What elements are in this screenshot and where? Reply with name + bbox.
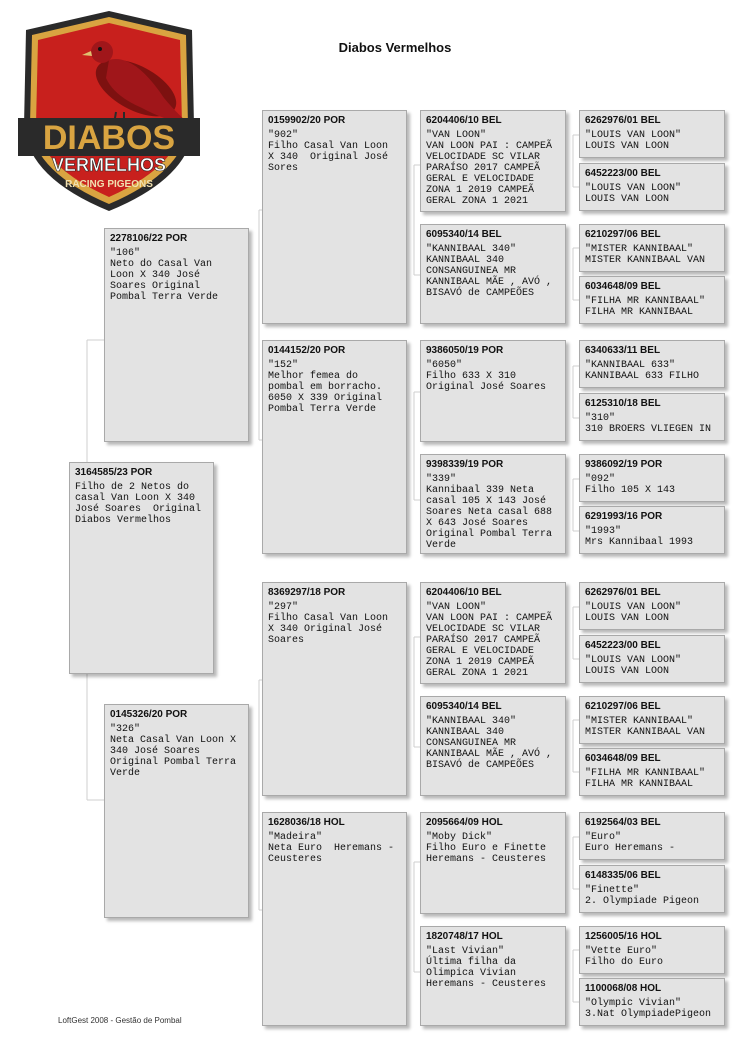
bird-name: "Vette Euro" xyxy=(585,946,658,957)
bird-name: "VAN LOON" xyxy=(426,602,487,613)
ring-number: 0144152/20 POR xyxy=(268,345,346,356)
sire-dam-card[interactable] xyxy=(262,340,407,554)
bird-description: Neto do Casal Van Loon X 340 José Soares Original Pombal Terra Verde xyxy=(110,259,219,303)
gen4-card-8[interactable] xyxy=(420,926,566,1026)
bird-description: Filho de 2 Netos do casal Van Loon X 340 José Soares Original Diabos Vermelhos xyxy=(75,482,202,526)
gen4-card-3[interactable] xyxy=(420,340,566,442)
dam-card[interactable] xyxy=(104,704,249,918)
gen4-card-6[interactable] xyxy=(420,696,566,796)
bird-name: "Finette" xyxy=(585,885,640,896)
bird-name: "Euro" xyxy=(585,832,622,843)
gen5-card-7[interactable] xyxy=(579,454,725,502)
bird-description: FILHA MR KANNIBAAL xyxy=(585,307,694,318)
page-title: Diabos Vermelhos xyxy=(338,40,452,55)
bird-name: "KANNIBAAL 633" xyxy=(585,360,676,371)
bird-description: Neta Casal Van Loon X 340 José Soares Original Pombal Terra Verde xyxy=(110,735,237,779)
bird-description: Mrs Kannibaal 1993 xyxy=(585,537,694,548)
gen4-card-5[interactable] xyxy=(420,582,566,684)
bird-name: "1993" xyxy=(585,526,622,537)
ring-number: 6204406/10 BEL xyxy=(426,587,502,598)
ring-number: 6095340/14 BEL xyxy=(426,701,502,712)
gen5-card-15[interactable] xyxy=(579,926,725,974)
sire-card[interactable] xyxy=(104,228,249,442)
svg-text:DIABOS: DIABOS xyxy=(42,119,176,157)
bird-description: Filho Casal Van Loon X 340 Original José Soares xyxy=(268,613,389,646)
ring-number: 6210297/06 BEL xyxy=(585,229,661,240)
bird-name: "6050" xyxy=(426,360,463,371)
gen4-card-4[interactable] xyxy=(420,454,566,554)
bird-description: LOUIS VAN LOON xyxy=(585,141,670,152)
bird-description: KANNIBAAL 633 FILHO xyxy=(585,371,700,382)
subject-card[interactable] xyxy=(69,462,214,674)
footer-credit: LoftGest 2008 - Gestão de Pombal xyxy=(58,1016,182,1025)
ring-number: 6452223/00 BEL xyxy=(585,168,661,179)
ring-number: 3164585/23 POR xyxy=(75,467,153,478)
bird-description: VAN LOON PAI : CAMPEÃ VELOCIDADE SC VILAR PARAÍSO 2017 CAMPEÃ GERAL E VELOCIDADE ZONA 1 2019 CAMPEÃ GERAL ZONA 1 2021 xyxy=(426,613,553,679)
bird-name: "326" xyxy=(110,724,141,735)
ring-number: 0159902/20 POR xyxy=(268,115,346,126)
club-logo xyxy=(14,8,204,214)
ring-number: 6340633/11 BEL xyxy=(585,345,661,356)
gen5-card-10[interactable] xyxy=(579,635,725,683)
bird-description: Melhor femea do pombal em borracho. 6050 X 339 Original Pombal Terra Verde xyxy=(268,371,383,415)
bird-description: Filho 105 X 143 xyxy=(585,485,676,496)
bird-name: "MISTER KANNIBAAL" xyxy=(585,244,694,255)
ring-number: 6452223/00 BEL xyxy=(585,640,661,651)
gen5-card-8[interactable] xyxy=(579,506,725,554)
gen4-card-2[interactable] xyxy=(420,224,566,324)
ring-number: 6204406/10 BEL xyxy=(426,115,502,126)
bird-description: Filho Casal Van Loon X 340 Original José Sores xyxy=(268,141,389,174)
gen5-card-4[interactable] xyxy=(579,276,725,324)
bird-name: "106" xyxy=(110,248,141,259)
bird-description: Filho Euro e Finette Heremans - Ceusteres xyxy=(426,843,547,865)
bird-description: LOUIS VAN LOON xyxy=(585,194,670,205)
bird-description: MISTER KANNIBAAL VAN xyxy=(585,727,706,738)
gen4-card-1[interactable] xyxy=(420,110,566,212)
bird-name: "Olympic Vivian" xyxy=(585,998,682,1009)
bird-name: "FILHA MR KANNIBAAL" xyxy=(585,296,706,307)
bird-name: "VAN LOON" xyxy=(426,130,487,141)
ring-number: 9386092/19 POR xyxy=(585,459,663,470)
bird-name: "Moby Dick" xyxy=(426,832,493,843)
gen5-card-1[interactable] xyxy=(579,110,725,158)
bird-description: Filho 633 X 310 Original José Soares xyxy=(426,371,547,393)
svg-text:RACING PIGEONS: RACING PIGEONS xyxy=(65,179,153,190)
ring-number: 8369297/18 POR xyxy=(268,587,346,598)
bird-name: "Madeira" xyxy=(268,832,323,843)
ring-number: 6125310/18 BEL xyxy=(585,398,661,409)
bird-name: "310" xyxy=(585,413,616,424)
bird-description: LOUIS VAN LOON xyxy=(585,613,670,624)
bird-description: KANNIBAAL 340 CONSANGUINEA MR KANNIBAAL MÃE , AVÓ , BISAVÓ de CAMPEÕES xyxy=(426,255,553,299)
bird-description: Kannibaal 339 Neta casal 105 X 143 José Soares Neta casal 688 X 643 José Soares Original Pombal Terra Verde xyxy=(426,485,553,551)
ring-number: 6148335/06 BEL xyxy=(585,870,661,881)
gen4-card-7[interactable] xyxy=(420,812,566,914)
bird-name: "KANNIBAAL 340" xyxy=(426,716,517,727)
bird-name: "297" xyxy=(268,602,299,613)
bird-name: "339" xyxy=(426,474,457,485)
ring-number: 6192564/03 BEL xyxy=(585,817,661,828)
bird-description: Filho do Euro xyxy=(585,957,664,968)
bird-name: "092" xyxy=(585,474,616,485)
gen5-card-16[interactable] xyxy=(579,978,725,1026)
bird-description: 2. Olympiade Pigeon xyxy=(585,896,700,907)
bird-description: VAN LOON PAI : CAMPEÃ VELOCIDADE SC VILAR PARAÍSO 2017 CAMPEÃ GERAL E VELOCIDADE ZONA 1 2019 CAMPEÃ GERAL ZONA 1 2021 xyxy=(426,141,553,207)
ring-number: 1820748/17 HOL xyxy=(426,931,503,942)
ring-number: 6262976/01 BEL xyxy=(585,587,661,598)
ring-number: 6034648/09 BEL xyxy=(585,753,661,764)
bird-description: KANNIBAAL 340 CONSANGUINEA MR KANNIBAAL MÃE , AVÓ , BISAVÓ de CAMPEÕES xyxy=(426,727,553,771)
bird-name: "KANNIBAAL 340" xyxy=(426,244,517,255)
ring-number: 6034648/09 BEL xyxy=(585,281,661,292)
bird-name: "LOUIS VAN LOON" xyxy=(585,655,682,666)
gen5-card-11[interactable] xyxy=(579,696,725,744)
ring-number: 2278106/22 POR xyxy=(110,233,188,244)
ring-number: 1256005/16 HOL xyxy=(585,931,662,942)
bird-description: LOUIS VAN LOON xyxy=(585,666,670,677)
gen5-card-2[interactable] xyxy=(579,163,725,211)
bird-description: Euro Heremans - xyxy=(585,843,676,854)
bird-name: "902" xyxy=(268,130,299,141)
ring-number: 9386050/19 POR xyxy=(426,345,504,356)
bird-name: "MISTER KANNIBAAL" xyxy=(585,716,694,727)
gen5-card-14[interactable] xyxy=(579,865,725,913)
ring-number: 6291993/16 POR xyxy=(585,511,663,522)
gen5-card-9[interactable] xyxy=(579,582,725,630)
dam-sire-card[interactable] xyxy=(262,582,407,796)
gen5-card-6[interactable] xyxy=(579,393,725,441)
sire-sire-card[interactable] xyxy=(262,110,407,324)
ring-number: 6210297/06 BEL xyxy=(585,701,661,712)
ring-number: 1100068/08 HOL xyxy=(585,983,662,994)
bird-name: "Last Vivian" xyxy=(426,946,505,957)
ring-number: 1628036/18 HOL xyxy=(268,817,345,828)
ring-number: 9398339/19 POR xyxy=(426,459,504,470)
bird-name: "FILHA MR KANNIBAAL" xyxy=(585,768,706,779)
gen5-card-13[interactable] xyxy=(579,812,725,860)
bird-description: FILHA MR KANNIBAAL xyxy=(585,779,694,790)
ring-number: 0145326/20 POR xyxy=(110,709,188,720)
gen5-card-12[interactable] xyxy=(579,748,725,796)
bird-name: "152" xyxy=(268,360,299,371)
ring-number: 6262976/01 BEL xyxy=(585,115,661,126)
bird-name: "LOUIS VAN LOON" xyxy=(585,183,682,194)
ring-number: 2095664/09 HOL xyxy=(426,817,503,828)
ring-number: 6095340/14 BEL xyxy=(426,229,502,240)
dam-dam-card[interactable] xyxy=(262,812,407,1026)
bird-name: "LOUIS VAN LOON" xyxy=(585,602,682,613)
bird-description: Última filha da Olimpica Vivian Heremans - Ceusteres xyxy=(426,957,547,990)
bird-description: MISTER KANNIBAAL VAN xyxy=(585,255,706,266)
bird-description: Neta Euro Heremans - Ceusteres xyxy=(268,843,395,865)
gen5-card-5[interactable] xyxy=(579,340,725,388)
bird-description: 310 BROERS VLIEGEN IN xyxy=(585,424,712,435)
bird-description: 3.Nat OlympiadePigeon xyxy=(585,1009,712,1020)
svg-text:VERMELHOS: VERMELHOS xyxy=(51,155,167,175)
bird-name: "LOUIS VAN LOON" xyxy=(585,130,682,141)
gen5-card-3[interactable] xyxy=(579,224,725,272)
